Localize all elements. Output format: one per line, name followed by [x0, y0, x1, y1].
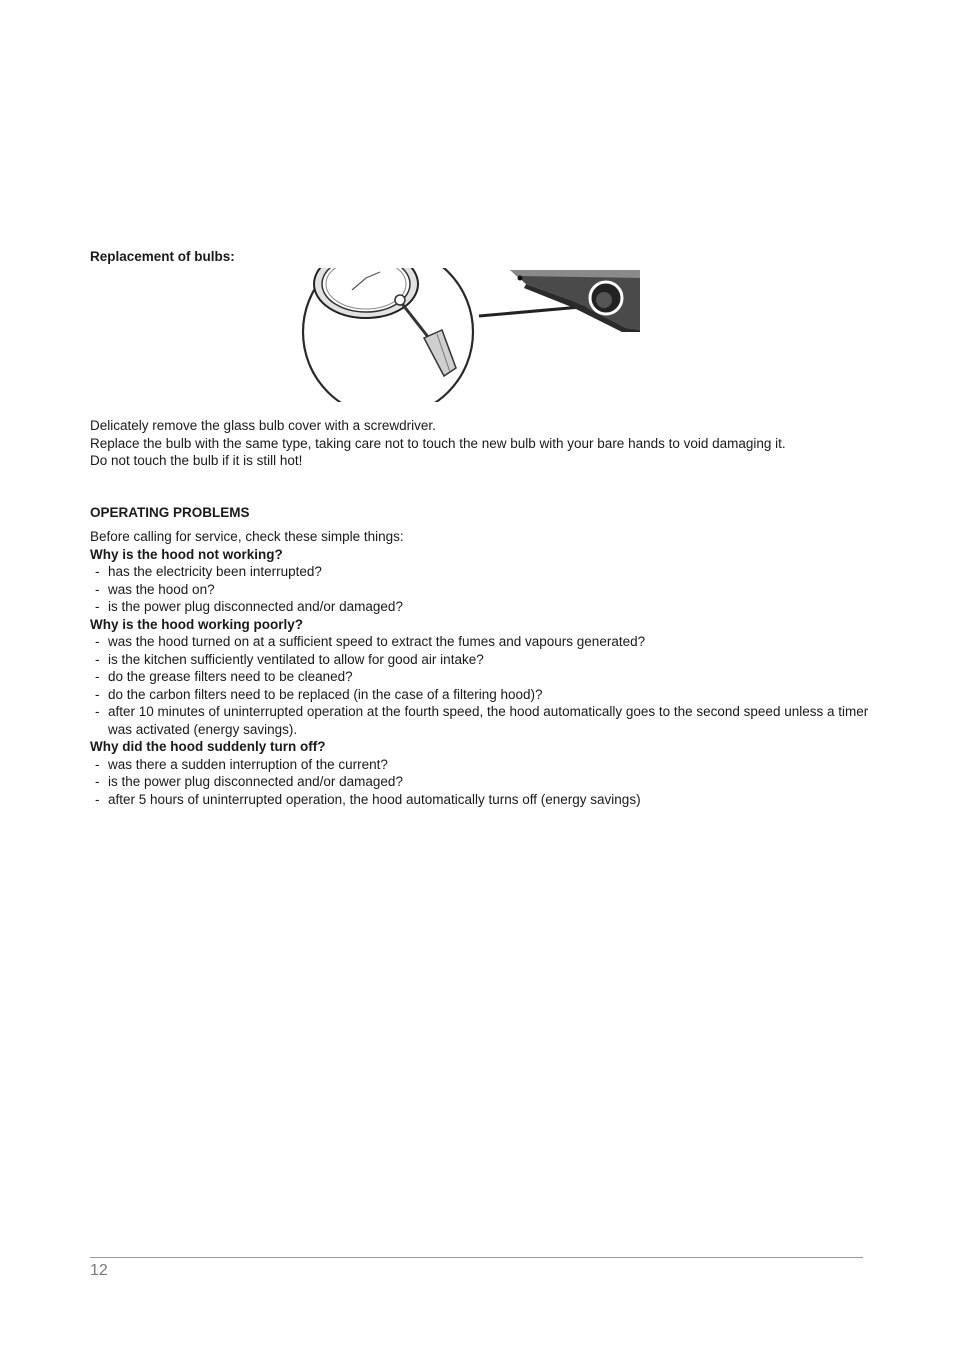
bulb-replacement-illustration — [296, 268, 640, 402]
list-item: - was the hood on? — [95, 581, 215, 597]
instruction-line: Replace the bulb with the same type, taking care not to touch the new bulb with your bare hands to void damaging it. — [90, 435, 786, 451]
list-item: - was the hood turned on at a sufficient speed to extract the fumes and vapours generated? — [95, 634, 646, 649]
bulbs-instructions — [90, 417, 786, 470]
operating-problems-heading: OPERATING PROBLEMS — [90, 505, 250, 520]
operating-problems-body — [90, 528, 870, 808]
list-item: - was there a sudden interruption of the current? — [95, 756, 388, 772]
problems-intro: Before calling for service, check these simple things: — [90, 529, 404, 544]
list-item: - do the carbon filters need to be replaced (in the case of a filtering hood)? — [95, 686, 543, 702]
list-item: - has the electricity been interrupted? — [95, 564, 322, 579]
hood-detail — [510, 270, 640, 332]
footer-divider — [90, 1257, 863, 1258]
question-not-working: Why is the hood not working? — [90, 546, 283, 562]
list-item: - is the power plug disconnected and/or damaged? — [95, 599, 403, 614]
page-number: 12 — [90, 1262, 108, 1279]
bulbs-heading: Replacement of bulbs: — [90, 249, 235, 264]
instruction-line: Do not touch the bulb if it is still hot! — [90, 453, 303, 468]
list-item: - is the kitchen sufficiently ventilated to allow for good air intake? — [95, 651, 484, 667]
instruction-line: Delicately remove the glass bulb cover with a screwdriver. — [90, 418, 436, 433]
list-item: - after 10 minutes of uninterrupted operation at the fourth speed, the hood automatically goes to the second speed unless a timer was activated (energy savings). — [95, 704, 869, 737]
list-item: - is the power plug disconnected and/or damaged? — [95, 774, 403, 789]
question-working-poorly: Why is the hood working poorly? — [90, 616, 303, 632]
list-item: - do the grease filters need to be cleaned? — [95, 669, 353, 684]
question-turned-off: Why did the hood suddenly turn off? — [90, 739, 326, 754]
list-item: - after 5 hours of uninterrupted operation, the hood automatically turns off (energy savings) — [95, 791, 641, 807]
